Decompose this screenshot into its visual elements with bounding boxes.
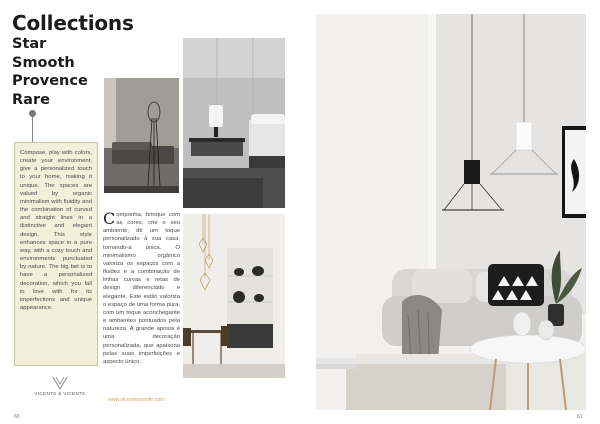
intro-portuguese-text	[103, 211, 180, 366]
collection-name: Smooth	[12, 54, 75, 71]
page-number-right: 61	[577, 414, 583, 420]
collection-name: Star	[12, 36, 47, 52]
intro-english-box	[14, 142, 98, 366]
website-link[interactable]: www.vicentevicente.com	[108, 397, 165, 403]
intro-portuguese-box	[103, 211, 180, 401]
floor-lamp-illustration	[104, 78, 179, 193]
bedroom-illustration	[183, 38, 285, 208]
living-room-pendants-photo	[316, 14, 586, 410]
brand-logo-name: VICENTE & VICENTE	[34, 391, 86, 396]
dining-illustration	[183, 214, 285, 378]
drop-cap: C	[103, 209, 116, 228]
intro-portuguese-body: omponha, brinque com as cores, crie o seu ambiente, dê um toque personalizado à sua casa, tornando-a única. O minimalismo orgânico valoriza os espaços com a fluidez e a combinação de linhas curvas e retas de design diferenciado e elegante. Este estilo valoriza o espaço de uma forma pura, com um toque aconchegante e ambientes pontuados pela natureza. A grande aposta é uma decoração personalizada, que apaixona pelas suas imperfeições e aspecto único.	[103, 212, 180, 365]
brand-logo	[34, 376, 86, 396]
collection-list	[12, 35, 88, 109]
page-number-left: 60	[14, 414, 20, 420]
living-room-illustration	[316, 14, 586, 410]
brand-logo-icon	[52, 376, 68, 390]
floor-lamp-photo	[104, 78, 179, 193]
pendant-cord-decoration	[32, 113, 33, 143]
collection-name: Provence	[12, 73, 88, 89]
bedroom-lamp-photo	[183, 38, 285, 208]
collection-name: Rare	[12, 91, 50, 108]
intro-english-text: Compose, play with colors, create your environment, give a personalized touch to your home, making it unique. The spaces are valued by organic minimalism with fluidity and the combination of curved and straight lines in a distinctive and elegant design. This style enhances space in a pure way, with a cozy touch and environments punctuated by nature. The big bet is to have a personalized decoration, which you fall in love with for its imperfections and unique appearance.	[20, 150, 92, 311]
pendant-dot-decoration	[29, 110, 36, 117]
page-title: Collections	[12, 11, 134, 35]
dining-pendants-photo	[183, 214, 285, 378]
